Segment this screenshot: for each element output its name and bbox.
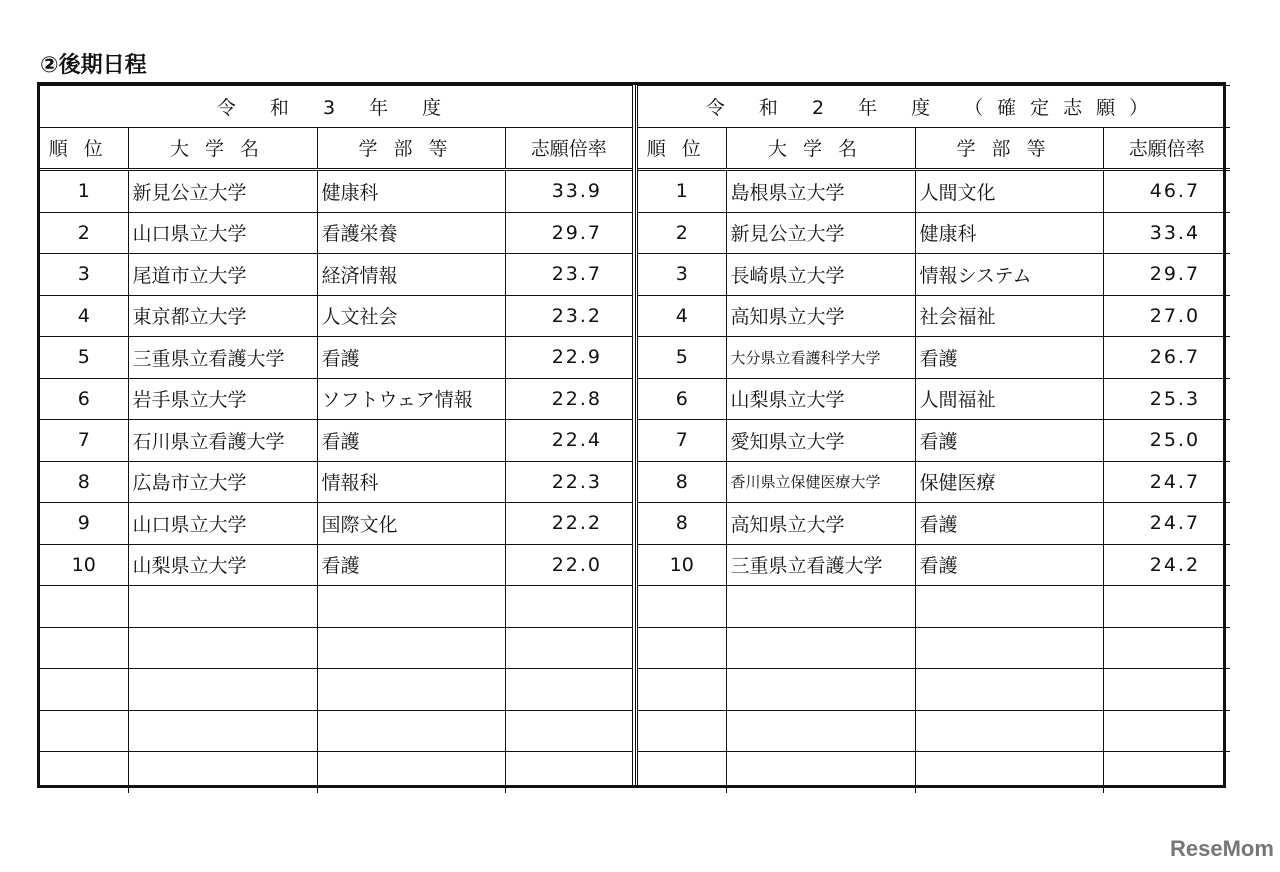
rank-cell: 8 <box>638 503 726 545</box>
faculty-cell: 健康科 <box>915 212 1103 254</box>
faculty-cell: 情報科 <box>317 461 505 503</box>
rank-cell: 8 <box>40 461 128 503</box>
university-cell: 三重県立看護大学 <box>726 544 915 586</box>
ratio-cell <box>1103 752 1230 793</box>
table-row <box>40 170 632 213</box>
university-cell <box>128 752 317 793</box>
university-cell: 山口県立大学 <box>128 503 317 545</box>
university-header: 大学名 <box>726 127 915 170</box>
faculty-cell: 人間福祉 <box>915 378 1103 420</box>
ratio-cell: 22.9 <box>505 337 632 379</box>
faculty-cell <box>317 627 505 669</box>
university-cell: 長崎県立大学 <box>726 254 915 296</box>
table-row <box>638 669 1230 711</box>
rank-cell: 6 <box>40 378 128 420</box>
faculty-cell: 経済情報 <box>317 254 505 296</box>
university-cell: 香川県立保健医療大学 <box>726 461 915 503</box>
faculty-cell: 健康科 <box>317 170 505 213</box>
rank-cell <box>638 669 726 711</box>
rank-cell: 3 <box>638 254 726 296</box>
rank-header: 順位 <box>638 127 726 170</box>
table-row <box>40 337 632 379</box>
ratio-cell: 24.7 <box>1103 503 1230 545</box>
university-cell: 山梨県立大学 <box>726 378 915 420</box>
university-cell: 新見公立大学 <box>726 212 915 254</box>
university-cell: 石川県立看護大学 <box>128 420 317 462</box>
university-cell: 広島市立大学 <box>128 461 317 503</box>
ratio-cell <box>1103 627 1230 669</box>
table-row <box>40 295 632 337</box>
ratio-cell: 22.8 <box>505 378 632 420</box>
table-row <box>638 295 1230 337</box>
table-row <box>40 420 632 462</box>
table-row <box>40 627 632 669</box>
university-cell <box>128 669 317 711</box>
rank-cell <box>40 710 128 752</box>
faculty-cell <box>915 710 1103 752</box>
university-cell: 三重県立看護大学 <box>128 337 317 379</box>
rank-header: 順位 <box>40 127 128 170</box>
faculty-cell: 人間文化 <box>915 170 1103 213</box>
ratio-cell: 22.0 <box>505 544 632 586</box>
faculty-cell: 看護 <box>317 420 505 462</box>
rank-cell: 2 <box>40 212 128 254</box>
ratio-cell: 27.0 <box>1103 295 1230 337</box>
rank-cell: 1 <box>40 170 128 213</box>
faculty-cell: 看護 <box>317 544 505 586</box>
ratio-cell <box>505 752 632 793</box>
rank-cell <box>40 669 128 711</box>
rank-cell: 7 <box>40 420 128 462</box>
year-header: 令 和 2 年 度 （確定志願） <box>638 86 1230 128</box>
ratio-cell: 24.7 <box>1103 461 1230 503</box>
faculty-cell: 看護 <box>915 420 1103 462</box>
rank-cell: 8 <box>638 461 726 503</box>
ranking-tables <box>37 82 1226 788</box>
ratio-cell: 25.0 <box>1103 420 1230 462</box>
ratio-cell: 46.7 <box>1103 170 1230 213</box>
faculty-cell <box>915 752 1103 793</box>
university-cell: 大分県立看護科学大学 <box>726 337 915 379</box>
ratio-cell: 33.4 <box>1103 212 1230 254</box>
faculty-cell <box>317 752 505 793</box>
table-row <box>638 586 1230 628</box>
rank-cell: 4 <box>40 295 128 337</box>
faculty-cell: 情報システム <box>915 254 1103 296</box>
table-row <box>638 752 1230 793</box>
university-cell: 高知県立大学 <box>726 503 915 545</box>
table-row <box>638 212 1230 254</box>
rank-cell: 7 <box>638 420 726 462</box>
university-cell <box>726 752 915 793</box>
table-row <box>40 752 632 793</box>
year-header: 令 和 3 年 度 <box>40 86 632 128</box>
rank-cell: 2 <box>638 212 726 254</box>
ratio-cell <box>505 586 632 628</box>
table-row <box>638 378 1230 420</box>
section-title: ②後期日程 <box>40 53 147 78</box>
faculty-cell <box>915 669 1103 711</box>
university-cell <box>726 669 915 711</box>
table-row <box>638 544 1230 586</box>
university-cell: 高知県立大学 <box>726 295 915 337</box>
table-row <box>638 337 1230 379</box>
table-row <box>40 544 632 586</box>
university-cell: 愛知県立大学 <box>726 420 915 462</box>
university-cell <box>726 710 915 752</box>
university-cell <box>128 710 317 752</box>
faculty-header: 学部等 <box>915 127 1103 170</box>
table-row <box>40 254 632 296</box>
faculty-cell: ソフトウェア情報 <box>317 378 505 420</box>
rank-cell: 6 <box>638 378 726 420</box>
rank-cell <box>638 627 726 669</box>
ratio-cell: 29.7 <box>1103 254 1230 296</box>
university-cell <box>128 586 317 628</box>
ratio-cell: 22.3 <box>505 461 632 503</box>
faculty-cell: 国際文化 <box>317 503 505 545</box>
ratio-cell <box>505 710 632 752</box>
table-row <box>40 503 632 545</box>
rank-cell <box>40 627 128 669</box>
table-row <box>40 378 632 420</box>
ratio-header: 志願倍率 <box>1103 127 1230 170</box>
rank-cell: 3 <box>40 254 128 296</box>
faculty-cell: 看護 <box>915 337 1103 379</box>
university-cell: 山口県立大学 <box>128 212 317 254</box>
table-row <box>638 627 1230 669</box>
ratio-cell: 26.7 <box>1103 337 1230 379</box>
ratio-cell: 33.9 <box>505 170 632 213</box>
university-cell <box>726 627 915 669</box>
rank-cell: 10 <box>40 544 128 586</box>
table-row <box>638 254 1230 296</box>
ratio-cell <box>1103 710 1230 752</box>
table-row <box>638 503 1230 545</box>
ratio-cell: 24.2 <box>1103 544 1230 586</box>
table-row <box>40 461 632 503</box>
university-cell: 山梨県立大学 <box>128 544 317 586</box>
university-cell <box>726 586 915 628</box>
table-row <box>638 170 1230 213</box>
faculty-cell: 看護 <box>915 503 1103 545</box>
faculty-header: 学部等 <box>317 127 505 170</box>
table-r3 <box>40 85 633 785</box>
rank-cell: 5 <box>40 337 128 379</box>
ratio-cell <box>505 669 632 711</box>
rank-cell: 1 <box>638 170 726 213</box>
ratio-cell: 23.2 <box>505 295 632 337</box>
faculty-cell: 保健医療 <box>915 461 1103 503</box>
university-header: 大学名 <box>128 127 317 170</box>
ratio-cell: 25.3 <box>1103 378 1230 420</box>
ratio-header: 志願倍率 <box>505 127 632 170</box>
rank-cell: 10 <box>638 544 726 586</box>
rank-cell: 4 <box>638 295 726 337</box>
rank-cell <box>638 752 726 793</box>
table-row <box>638 420 1230 462</box>
rank-cell: 9 <box>40 503 128 545</box>
rank-cell <box>40 586 128 628</box>
rank-cell: 5 <box>638 337 726 379</box>
ratio-cell: 22.4 <box>505 420 632 462</box>
university-cell: 島根県立大学 <box>726 170 915 213</box>
faculty-cell <box>317 586 505 628</box>
resemom-logo: ReseMom <box>1170 836 1274 861</box>
table-row <box>40 586 632 628</box>
ratio-cell: 23.7 <box>505 254 632 296</box>
faculty-cell <box>915 627 1103 669</box>
ratio-cell: 29.7 <box>505 212 632 254</box>
university-cell <box>128 627 317 669</box>
rank-cell <box>40 752 128 793</box>
faculty-cell <box>915 586 1103 628</box>
ratio-cell <box>1103 586 1230 628</box>
university-cell: 東京都立大学 <box>128 295 317 337</box>
rank-cell <box>638 710 726 752</box>
university-cell: 岩手県立大学 <box>128 378 317 420</box>
table-row <box>40 710 632 752</box>
table-row <box>40 212 632 254</box>
rank-cell <box>638 586 726 628</box>
faculty-cell: 看護栄養 <box>317 212 505 254</box>
faculty-cell: 看護 <box>915 544 1103 586</box>
table-r2 <box>635 85 1228 785</box>
ratio-cell <box>1103 669 1230 711</box>
faculty-cell <box>317 710 505 752</box>
table-row <box>40 669 632 711</box>
table-row <box>638 461 1230 503</box>
ratio-cell: 22.2 <box>505 503 632 545</box>
table-row <box>638 710 1230 752</box>
faculty-cell: 社会福祉 <box>915 295 1103 337</box>
university-cell: 新見公立大学 <box>128 170 317 213</box>
faculty-cell <box>317 669 505 711</box>
faculty-cell: 人文社会 <box>317 295 505 337</box>
university-cell: 尾道市立大学 <box>128 254 317 296</box>
ratio-cell <box>505 627 632 669</box>
faculty-cell: 看護 <box>317 337 505 379</box>
